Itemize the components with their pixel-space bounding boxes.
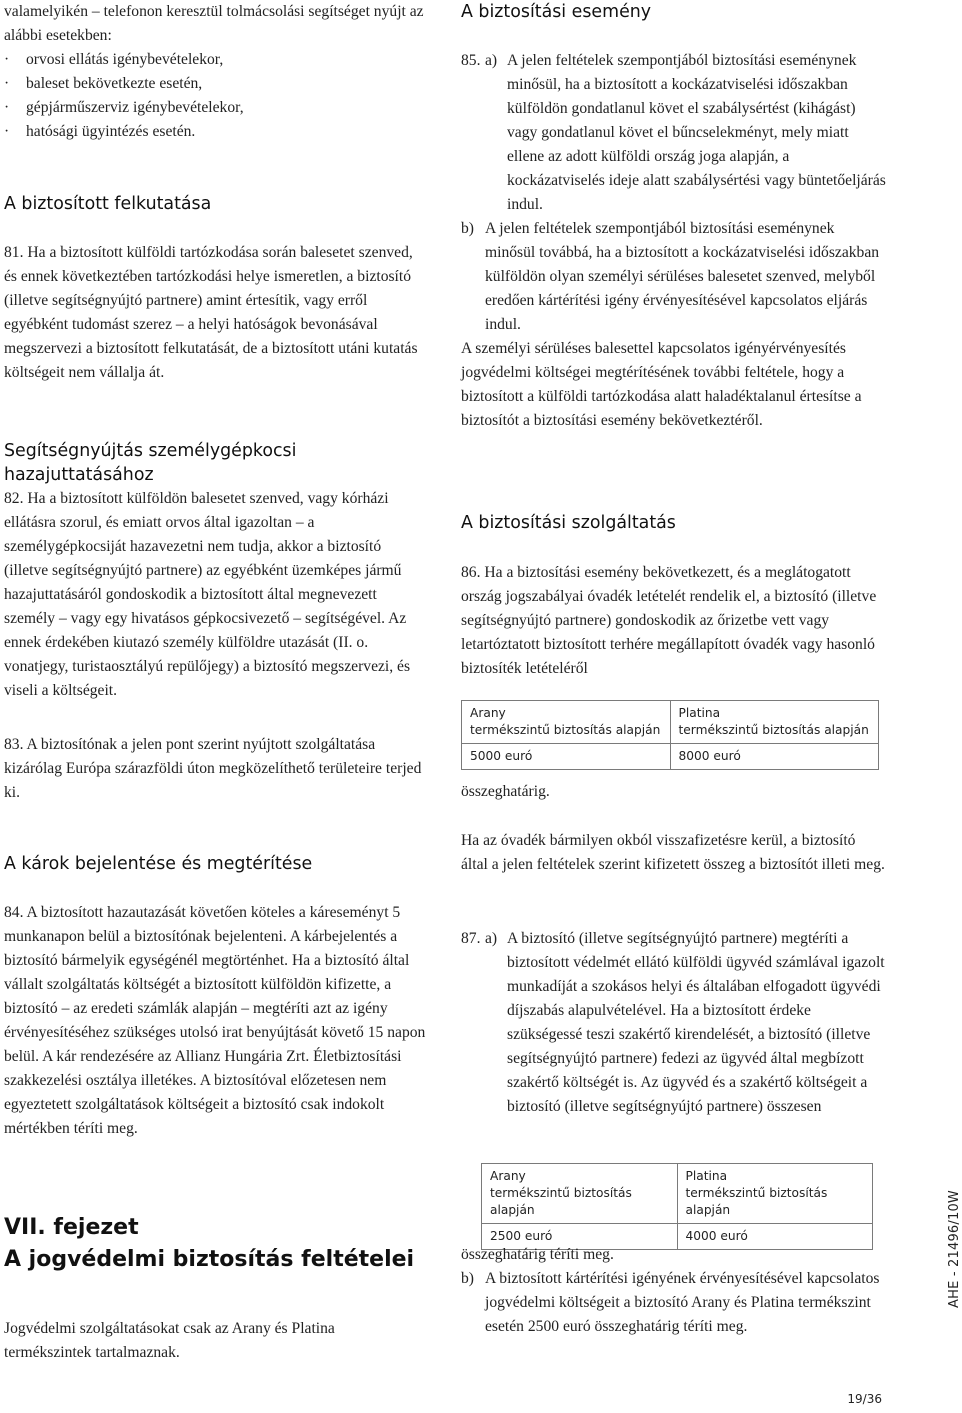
table-header-row [462,701,879,744]
paragraph-ovadek: Ha az óvadék bármilyen okból visszafizetésre kerül, a biztosító által a jelen feltételek szerint kifizetett összeg a biztosítót illeti meg. [461,832,885,873]
table-cell: 4000 euró [677,1224,873,1250]
paragraph-82: 82. Ha a biztosított külföldön balesetet szenved, vagy kórházi ellátásra szorul, és emiatt orvos által igazoltan – a személygépkocsiját hazavezetni nem tudja, akkor a biztosító (illetve segítségnyújtó partnere) az egyébként üzemképes jármű hazajuttatásáról gondoskodik a biztosított által megnevezett személy – vagy egy hivatásos gépkocsivezető – segítségével. Az ennek érdekében kiutazó személy külföldre utazását (II. o. vonatjegy, turistaosztályú repülőjegy) a biztosító megszervezi, és viseli a költségeit. [4,490,411,699]
bullet-item: · hatósági ügyintézés esetén. [4,120,426,144]
table-header-cell: Platina termékszintű biztosítás alapján [677,1164,873,1224]
item-b-label: b) [461,220,474,237]
paragraph-87-a: A biztosító (illetve segítségnyújtó partnere) megtéríti a biztosított védelmét ellátó külföldi ügyvéd számlával igazolt munkadíját a szokásos helyi és általában elfogadott ügyvédi díjszabás alapulvételével. Ha a biztosított érdeke szükségessé teszi szakértő kirendelését, a biztosító (illetve segítségnyújtó partnere) fedezi az ügyvéd által megbízott szakértő költségét is. Az ügyvéd és a szakértő költségeit a biztosító (illetve segítségnyújtó partnere) összesen [507,930,885,1115]
table-row [462,744,879,770]
bullet-icon: · [4,51,10,68]
limit-table-87 [481,1163,873,1250]
paragraph-87 [461,927,886,1119]
paragraph-81: 81. Ha a biztosított külföldi tartózkodása során balesetet szenved, és ennek következtében tartózkodási helye ismeretlen, a biztosító (illetve segítségnyújtó partnere) amint értesítik, vagy erről egyébként tudomást szerez – a helyi hatóságok bevonásával megszervezi a biztosított felkutatását, de a biztosított utáni kutatás költségeit nem vállalja át. [4,244,418,381]
bullet-item: · gépjárműszerviz igénybevételekor, [4,96,426,120]
chapter-intro: Jogvédelmi szolgáltatásokat csak az Arany és Platina termékszintek tartalmaznak. [4,1320,335,1361]
paragraph-85-c: A személyi sérüléses balesettel kapcsolatos igényérvényesítés jogvédelmi költségei megtérítésének további feltétele, hogy a biztosított a külföldi tartózkodása alatt haladéktalanul értesítse a biztosítót a biztosítási esemény bekövetkeztéről. [461,340,862,429]
bullet-item: · baleset bekövetkezte esetén, [4,72,426,96]
heading-hazajuttatas: Segítségnyújtás személygépkocsi hazajuttatásához [4,441,297,485]
paragraph-87-number: 87. [461,930,481,947]
bullet-icon: · [4,123,10,140]
item-b-label: b) [461,1270,474,1287]
table-cell: 5000 euró [462,744,671,770]
heading-felkutatas: A biztosított felkutatása [4,194,212,214]
item-a-label: a) [485,52,498,69]
paragraph-84: 84. A biztosított hazautazását követően köteles a káreseményt 5 munkanapon belül a biztosítónak bejelenteni. A kárbejelentés a biztosító bármelyik egységénél megtörténhet. Ha a biztosító által vállalt szolgáltatás költségét a biztosított külföldön kifizette, a biztosító – az eredeti számlák alapján – megtéríti azt az igény érvényesítéséhez szükséges utolsó irat benyújtását követő 15 napon belül. A kár rendezésére az Allianz Hungária Zrt. Életbiztosítási szakkezelési osztálya illetékes. A biztosítóval előzetesen nem egyeztetett szolgáltatások költségeit a biztosító csak indokolt mértékben téríti meg. [4,904,426,1137]
paragraph-85-a: A jelen feltételek szempontjából biztosítási eseménynek minősül, ha a biztosított a kockázatviselési időszakban külföldön gondatlanul követ el szabálysértést (kihágást) vagy gondatlanul követ el bűncselekményt, mely miatt ellene az adott külföldi ország joga alapján, a kockázatviselés ideje alatt szabálysértési vagy büntetőeljárás indul. [507,52,886,213]
item-a-label: a) [485,930,498,947]
heading-szolgaltatas: A biztosítási szolgáltatás [461,513,676,533]
bullet-icon: · [4,75,10,92]
document-code: AHE - 21496/10W [947,1190,962,1308]
table-cell: 8000 euró [670,744,879,770]
page-number: 19/36 [847,1392,882,1406]
intro-text: valamelyikén – telefonon keresztül tolmácsolási segítséget nyújt az alábbi esetekben: [4,3,424,44]
after-table-87-block [461,1243,886,1339]
paragraph-86: 86. Ha a biztosítási esemény bekövetkezett, és a meglátogatott ország jogszabályai óvadék letételét rendelik el, a biztosító (illetve segítségnyújtó partnere) gondoskodik az őrizetbe vett vagy letartóztatott biztosított terhére megállapított óvadék vagy hasonló biztosíték letételéről [461,564,877,677]
chapter-title: A jogvédelmi biztosítás feltételei [4,1247,415,1272]
heading-karok: A károk bejelentése és megtérítése [4,854,313,874]
table-header-cell: Arany termékszintű biztosítás alapján [462,701,671,744]
paragraph-83: 83. A biztosítónak a jelen pont szerint nyújtott szolgáltatása kizárólag Európa szárazföldi úton megközelíthető területeire terjed ki. [4,736,422,801]
paragraph-85-number: 85. [461,52,481,69]
table-cell: 2500 euró [482,1224,678,1250]
after-table-87: összeghatárig téríti meg. [461,1246,614,1263]
bullet-icon: · [4,99,10,116]
limit-table-86 [461,700,879,770]
paragraph-85-b: A jelen feltételek szempontjából biztosítási eseménynek minősül továbbá, ha a biztosított a kockázatviselési időszakban külföldön olyan személyi sérüléses balesetet szenved, melyből eredően kártérítési igény érvényesítésével kapcsolatos eljárás indul. [485,220,880,333]
intro-block [4,0,426,144]
paragraph-85 [461,49,886,433]
table-header-cell: Platina termékszintű biztosítás alapján [670,701,879,744]
paragraph-87-b: A biztosított kártérítési igényének érvényesítésével kapcsolatos jogvédelmi költségeit a biztosító Arany és Platina termékszint esetén 2500 euró összeghatárig téríti meg. [485,1270,880,1335]
chapter-number: VII. fejezet [4,1215,139,1240]
bullet-item: · orvosi ellátás igénybevételekor, [4,48,426,72]
heading-esemeny: A biztosítási esemény [461,2,652,22]
table-header-cell: Arany termékszintű biztosítás alapján [482,1164,678,1224]
table-header-row [482,1164,873,1224]
after-table-86: összeghatárig. [461,783,550,800]
